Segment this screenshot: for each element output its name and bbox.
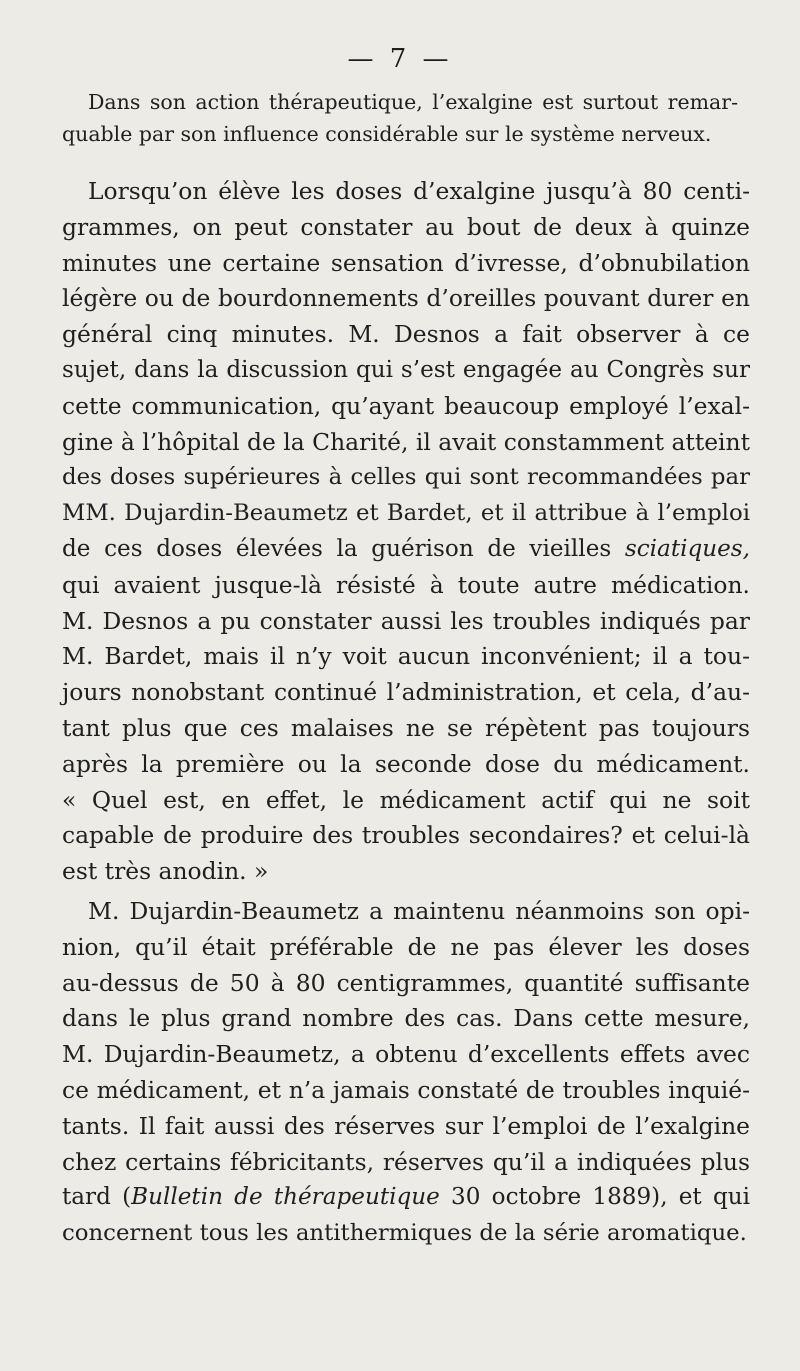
text-line: sujet, dans la discussion qui s’est engagée au Congrès sur — [62, 356, 750, 383]
text-line — [62, 532, 750, 568]
italic-citation: Bulletin de thérapeutique — [131, 1184, 440, 1211]
text-line: gine à l’hôpital de la Charité, il avait constamment atteint — [62, 427, 750, 456]
text-segment: de ces doses élevées la guérison de vieilles — [62, 535, 612, 562]
text-line: qui avaient jusque-là résisté à toute autre médication. — [62, 570, 750, 599]
text-line: ce médicament, et n’a jamais constaté de troubles inquié- — [62, 1075, 750, 1104]
text-segment: tard ( — [62, 1184, 132, 1211]
paragraph-opinion — [62, 894, 750, 1252]
text-line: cette communication, qu’ayant beaucoup employé l’exal- — [62, 391, 750, 420]
text-line: capable de produire des troubles secondaires? et celui-là — [62, 821, 750, 850]
paragraph-dosage — [62, 174, 750, 890]
page-number: — 7 — — [347, 44, 453, 74]
text-line: légère ou de bourdonnements d’oreilles pouvant durer en — [62, 284, 750, 313]
text-line — [62, 1180, 750, 1216]
text-line: M. Bardet, mais il n’y voit aucun inconvénient; il a tou- — [62, 642, 750, 671]
italic-term: sciatiques, — [624, 535, 750, 562]
text-line: au-dessus de 50 à 80 centigrammes, quantité suffisante — [62, 968, 750, 997]
text-line: nion, qu’il était préférable de ne pas élever les doses — [62, 932, 750, 961]
text-line: M. Desnos a pu constater aussi les troubles indiqués par — [62, 606, 750, 635]
text-segment: 30 octobre 1889), et qui — [451, 1184, 750, 1211]
text-line: est très anodin. » — [62, 857, 269, 886]
text-line: des doses supérieures à celles qui sont recommandées par — [62, 464, 750, 491]
text-line: chez certains fébricitants, réserves qu’il a indiquées plus — [62, 1147, 750, 1176]
text-line: Dans son action thérapeutique, l’exalgine est surtout remar- — [88, 90, 738, 114]
text-line: jours nonobstant continué l’administration, et cela, d’au- — [62, 678, 750, 707]
text-line: concernent tous les antithermiques de la série aromatique. — [62, 1220, 747, 1247]
text-line: grammes, on peut constater au bout de deux à quinze — [62, 212, 750, 241]
text-line: MM. Dujardin-Beaumetz et Bardet, et il attribue à l’emploi — [62, 500, 750, 527]
text-line: général cinq minutes. M. Desnos a fait observer à ce — [62, 320, 750, 349]
text-line: M. Dujardin-Beaumetz a maintenu néanmoins son opi- — [88, 897, 750, 925]
text-line: quable par son influence considérable sur le système nerveux. — [62, 122, 712, 146]
text-line: « Quel est, en effet, le médicament actif qui ne soit — [62, 785, 750, 814]
text-line: minutes une certaine sensation d’ivresse, d’obnubilation — [62, 248, 750, 277]
text-line: dans le plus grand nombre des cas. Dans cette mesure, — [62, 1004, 750, 1033]
text-line: tants. Il fait aussi des réserves sur l’emploi de l’exalgine — [62, 1111, 750, 1140]
text-line: tant plus que ces malaises ne se répètent pas toujours — [62, 713, 750, 742]
text-line: après la première ou la seconde dose du médicament. — [62, 749, 750, 778]
lead-paragraph — [62, 86, 738, 150]
text-line: Lorsqu’on élève les doses d’exalgine jusqu’à 80 centi- — [88, 177, 750, 205]
text-line: M. Dujardin-Beaumetz, a obtenu d’excellents effets avec — [62, 1040, 750, 1069]
